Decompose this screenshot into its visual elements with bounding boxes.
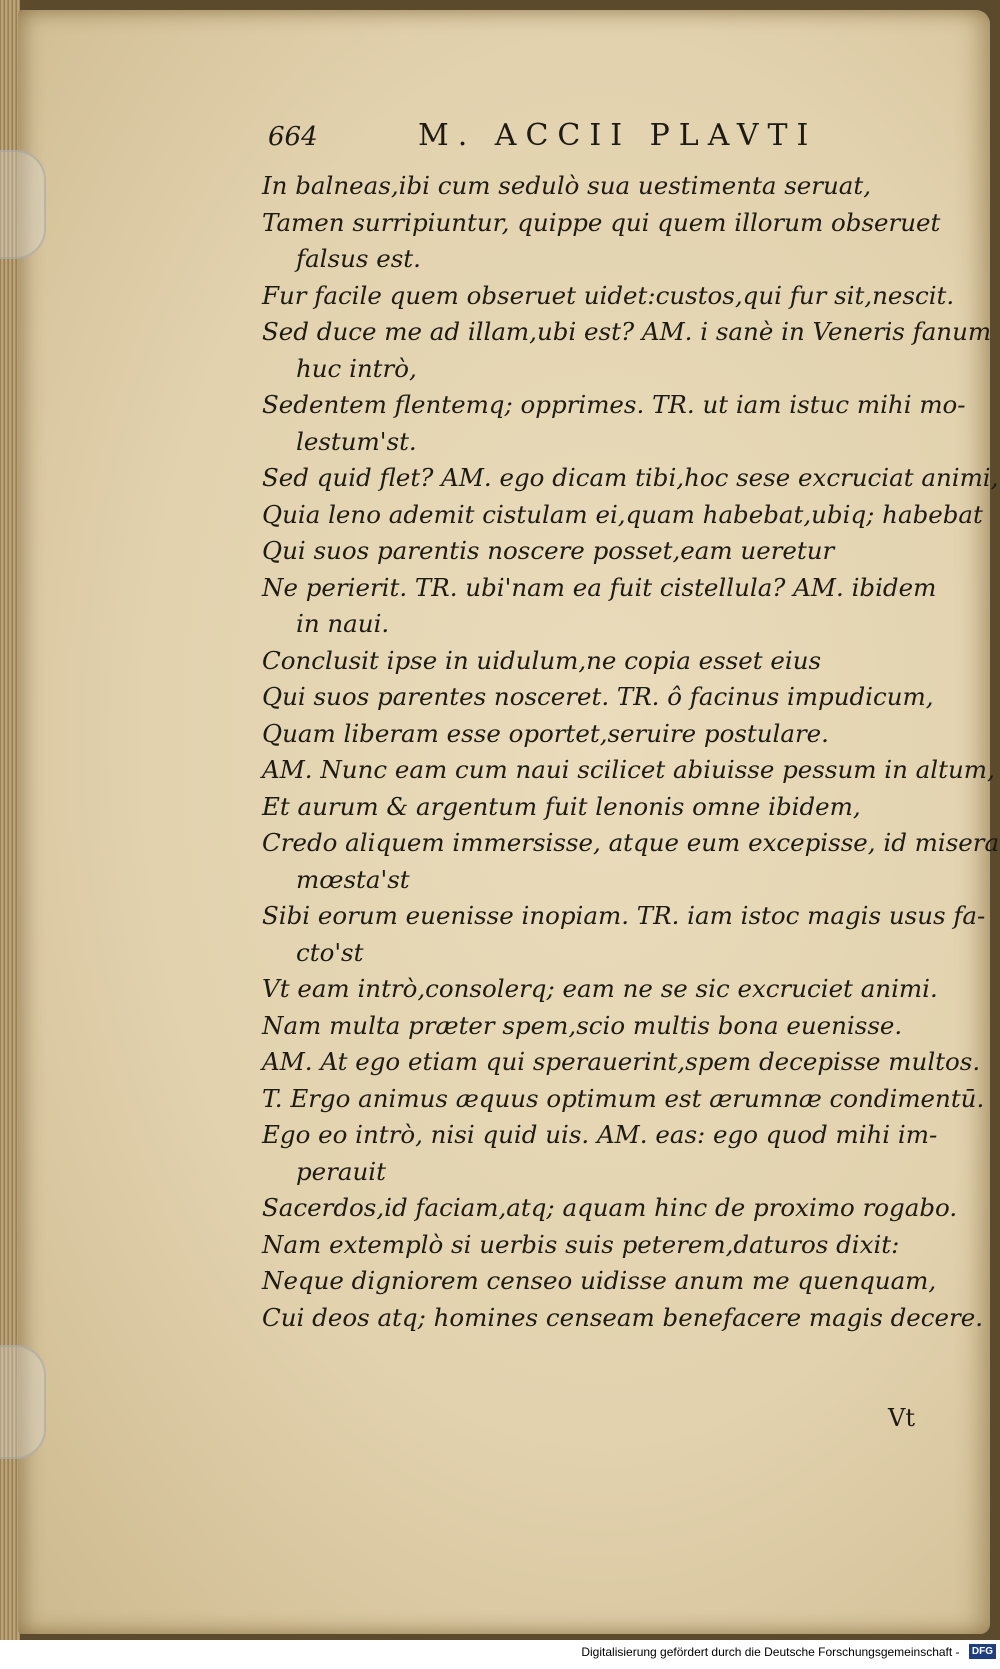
text-line: in naui.	[296, 609, 390, 638]
page-clip-top	[0, 150, 46, 259]
text-line: Et aurum & argentum fuit lenonis omne ibidem,	[262, 791, 861, 821]
text-line: Nam multa præter spem,scio multis bona euenisse.	[262, 1010, 903, 1040]
text-line: Sacerdos,id faciam,atq; aquam hinc de proximo rogabo.	[262, 1193, 958, 1222]
text-line: Tamen surripiuntur, quippe qui quem illorum obseruet	[262, 207, 941, 237]
text-line: Sed quid flet? AM. ego dicam tibi,hoc sese excruciat animi,	[262, 463, 999, 492]
text-line: AM. At ego etiam qui sperauerint,spem decepisse multos.	[262, 1047, 981, 1076]
catchword: Vt	[888, 1404, 915, 1432]
text-line: Nam extemplò si uerbis suis peterem,daturos dixit:	[262, 1229, 900, 1259]
text-line: mœsta'st	[296, 864, 410, 894]
text-line: Conclusit ipse in uidulum,ne copia esset eius	[262, 645, 822, 675]
text-line: Neque digniorem censeo uidisse anum me quenquam,	[262, 1266, 937, 1295]
text-line: Quia leno ademit cistulam ei,quam habebat,ubiq; habebat	[262, 499, 983, 529]
text-line: Cui deos atq; homines censeam benefacere magis decere.	[262, 1302, 984, 1332]
footer	[0, 1644, 996, 1666]
running-head: M. ACCII PLAVTI	[418, 118, 818, 153]
text-line: AM. Nunc eam cum naui scilicet abiuisse pessum in altum,	[262, 755, 995, 784]
text-line: Quam liberam esse oportet,seruire postulare.	[262, 718, 829, 748]
text-line: Ne perierit. TR. ubi'nam ea fuit cistellula? AM. ibidem	[262, 572, 937, 602]
text-line: Qui suos parentes nosceret. TR. ô facinus impudicum,	[262, 682, 934, 711]
text-line: falsus est.	[296, 244, 421, 273]
dfg-logo: DFG	[969, 1644, 996, 1659]
text-line: Qui suos parentis noscere posset,eam ueretur	[262, 536, 835, 565]
text-line: Sibi eorum euenisse inopiam. TR. iam istoc magis usus fa-	[262, 901, 986, 930]
text-line: Ego eo intrò, nisi quid uis. AM. eas: ego quod mihi im-	[262, 1120, 938, 1149]
page-clip-bottom	[0, 1345, 46, 1459]
text-line: T. Ergo animus æquus optimum est ærumnæ condimentū.	[262, 1083, 985, 1113]
text-line: perauit	[296, 1156, 386, 1186]
text-line: huc intrò,	[296, 353, 417, 383]
text-line: Sedentem flentemq; opprimes. TR. ut iam istuc mihi mo-	[262, 390, 966, 419]
text-line: Sed duce me ad illam,ubi est? AM. i sanè in Veneris fanum	[262, 317, 992, 346]
text-line: cto'st	[296, 937, 364, 967]
text-line: Credo aliquem immersisse, atque eum excepisse, id misera	[262, 828, 1000, 857]
body-text	[262, 168, 1000, 1336]
text-line: lestum'st.	[296, 426, 417, 456]
text-line: Vt eam intrò,consolerq; eam ne se sic excruciet animi.	[262, 974, 938, 1003]
page-number: 664	[268, 122, 318, 152]
page-header	[268, 118, 828, 162]
text-line: In balneas,ibi cum sedulò sua uestimenta seruat,	[262, 171, 872, 200]
text-line: Fur facile quem obseruet uidet:custos,qui fur sit,nescit.	[262, 280, 955, 310]
funding-notice: Digitalisierung gefördert durch die Deutsche Forschungsgemeinschaft -	[581, 1644, 960, 1659]
